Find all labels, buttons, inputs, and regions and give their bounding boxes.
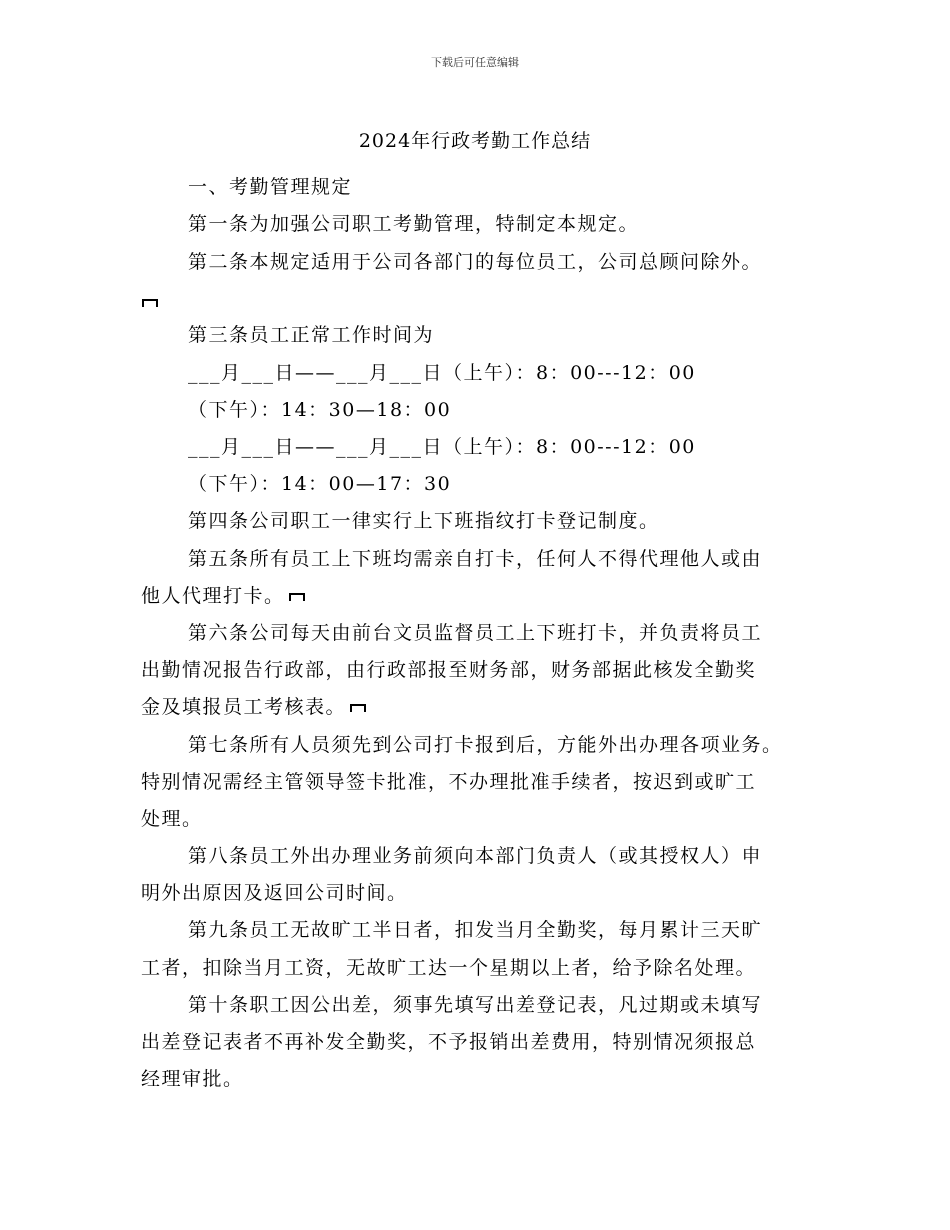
article-4: 第四条公司职工一律实行上下班指纹打卡登记制度。 (188, 510, 660, 532)
article-2: 第二条本规定适用于公司各部门的每位员工，公司总顾问除外。 (188, 251, 763, 273)
article-8-line-2: 明外出原因及返回公司时间。 (141, 882, 408, 904)
article-10-line-1: 第十条职工因公出差，须事先填写出差登记表，凡过期或未填写 (188, 994, 763, 1016)
section-heading: 一、考勤管理规定 (188, 176, 353, 198)
article-7-line-3: 处理。 (141, 808, 203, 830)
article-8-line-1: 第八条员工外出办理业务前须向本部门负责人（或其授权人）申 (188, 845, 763, 867)
article-5-line-2-text: 他人代理打卡。 (141, 585, 285, 607)
article-6-line-3 (141, 695, 366, 719)
article-10-line-2: 出差登记表者不再补发全勤奖，不予报销出差费用，特别情况须报总 (141, 1031, 757, 1053)
work-time-line-4: （下午）：14：00—17：30 (188, 473, 452, 495)
article-5-line-2 (141, 584, 305, 608)
article-6-line-1: 第六条公司每天由前台文员监督员工上下班打卡，并负责将员工 (188, 622, 763, 644)
header-note: 下载后可任意编辑 (431, 56, 519, 69)
work-time-line-2: （下午）：14：30—18：00 (188, 399, 452, 421)
article-9-line-2: 工者，扣除当月工资，无故旷工达一个星期以上者，给予除名处理。 (141, 957, 757, 979)
article-3: 第三条员工正常工作时间为 (188, 324, 435, 346)
article-6-line-3-text: 金及填报员工考核表。 (141, 696, 347, 718)
article-1: 第一条为加强公司职工考勤管理，特制定本规定。 (188, 213, 640, 235)
paragraph-mark-icon (350, 704, 366, 712)
article-6-line-2: 出勤情况报告行政部，由行政部报至财务部，财务部据此核发全勤奖 (141, 659, 757, 681)
work-time-line-3: ___月___日——___月___日（上午）：8：00---12：00 (188, 436, 696, 458)
paragraph-mark-icon (289, 593, 305, 601)
article-7-line-2: 特别情况需经主管领导签卡批准，不办理批准手续者，按迟到或旷工 (141, 771, 757, 793)
article-9-line-1: 第九条员工无故旷工半日者，扣发当月全勤奖，每月累计三天旷 (188, 919, 763, 941)
article-7-line-1: 第七条所有人员须先到公司打卡报到后，方能外出办理各项业务。 (188, 734, 783, 756)
work-time-line-1: ___月___日——___月___日（上午）：8：00---12：00 (188, 362, 696, 384)
document-title: 2024年行政考勤工作总结 (358, 130, 592, 152)
article-10-line-3: 经理审批。 (141, 1068, 244, 1090)
article-5-line-1: 第五条所有员工上下班均需亲自打卡，任何人不得代理他人或由 (188, 548, 763, 570)
paragraph-mark-icon (142, 299, 158, 307)
